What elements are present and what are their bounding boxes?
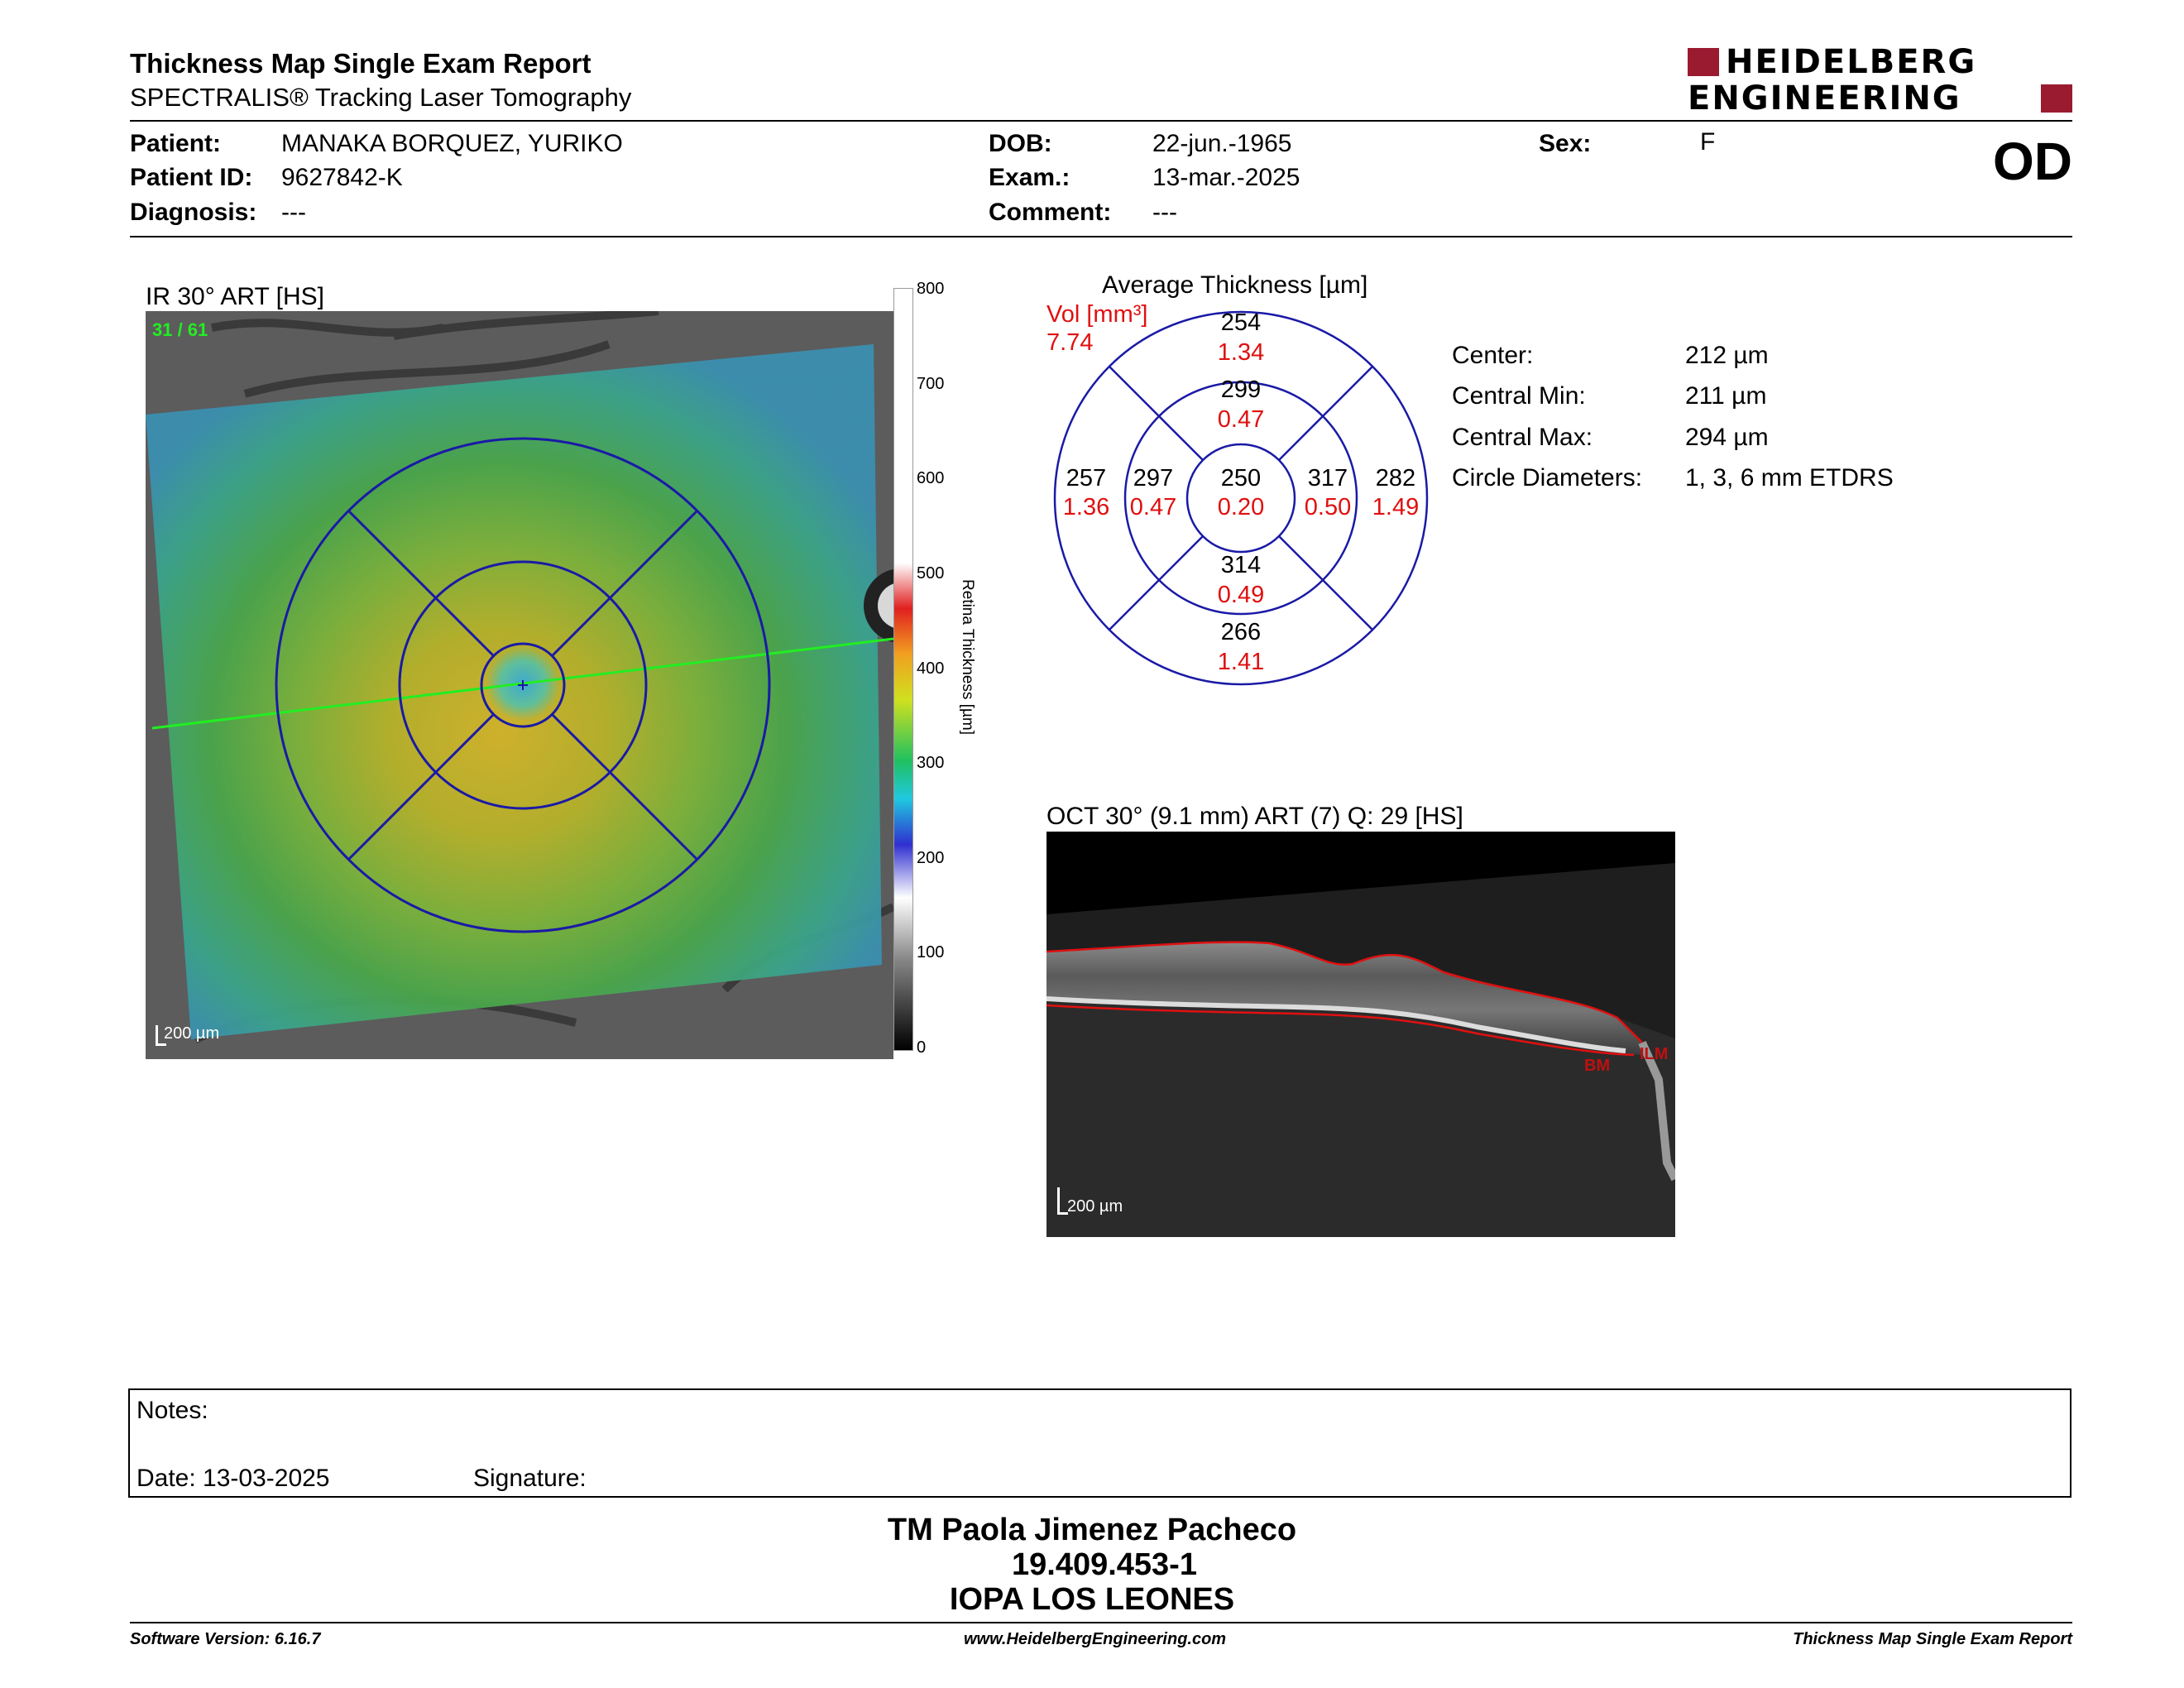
thickness-colorbar — [893, 288, 913, 1051]
heidelberg-logo — [1688, 43, 2072, 117]
report-title: Thickness Map Single Exam Report — [130, 48, 592, 79]
sector-inner-bottom-thickness: 314 — [1220, 552, 1262, 578]
sector-inner-right-thickness: 317 — [1307, 465, 1348, 492]
colorbar-tick: 700 — [917, 374, 945, 393]
software-version: Software Version: 6.16.7 — [130, 1630, 321, 1648]
sector-outer-right-volume: 1.49 — [1372, 494, 1420, 520]
signer-name: TM Paola Jimenez Pacheco — [887, 1513, 1297, 1547]
sector-inner-left-volume: 0.47 — [1129, 494, 1177, 520]
sector-outer-bottom-volume: 1.41 — [1217, 649, 1265, 675]
summary-min-value: 211 µm — [1685, 382, 1767, 410]
patient-id: 9627842-K — [281, 164, 403, 191]
exam-value: 13-mar.-2025 — [1152, 164, 1300, 191]
summary-min-label: Central Min: — [1452, 382, 1586, 410]
sector-center-volume: 0.20 — [1217, 494, 1265, 520]
patient-name: MANAKA BORQUEZ, YURIKO — [281, 130, 623, 157]
sector-outer-top-volume: 1.34 — [1217, 339, 1265, 366]
colorbar-tick: 300 — [917, 754, 945, 773]
summary-max-label: Central Max: — [1452, 424, 1593, 451]
logo-line1: HEIDELBERG — [1726, 43, 1977, 81]
oct-svg — [1046, 832, 1675, 1237]
ilm-label: ILM — [1640, 1045, 1669, 1063]
diagnosis-label: Diagnosis: — [130, 199, 257, 226]
sector-inner-top-volume: 0.47 — [1217, 406, 1265, 433]
fundus-svg — [146, 311, 893, 1059]
patient-divider — [130, 236, 2072, 237]
diagnosis-value: --- — [281, 199, 306, 226]
website-link[interactable]: www.HeidelbergEngineering.com — [964, 1630, 1227, 1648]
sector-inner-bottom-volume: 0.49 — [1217, 582, 1265, 608]
sector-inner-left-thickness: 297 — [1133, 465, 1174, 492]
patient-id-label: Patient ID: — [130, 164, 253, 191]
logo-line2: ENGINEERING — [1688, 79, 1961, 117]
signature-label: Signature: — [473, 1465, 587, 1492]
colorbar-tick: 600 — [917, 469, 945, 488]
sector-center-thickness: 250 — [1220, 465, 1262, 492]
colorbar-tick: 0 — [917, 1038, 927, 1057]
comment-label: Comment: — [989, 199, 1112, 226]
footer-report-name: Thickness Map Single Exam Report — [1793, 1630, 2072, 1648]
summary-diam-value: 1, 3, 6 mm ETDRS — [1685, 464, 1894, 492]
colorbar-tick: 200 — [917, 848, 945, 867]
signer-institution: IOPA LOS LEONES — [949, 1582, 1235, 1617]
sector-inner-top-thickness: 299 — [1220, 376, 1262, 403]
patient-label: Patient: — [130, 130, 222, 157]
etdrs-title: Average Thickness [µm] — [1102, 271, 1368, 299]
total-volume: 7.74 — [1046, 329, 1094, 356]
colorbar-tick: 400 — [917, 659, 945, 678]
oct-bscan — [1046, 832, 1675, 1237]
fundus-scale-label: 200 µm — [164, 1024, 220, 1043]
sector-outer-left-thickness: 257 — [1066, 465, 1107, 492]
summary-max-value: 294 µm — [1685, 424, 1769, 451]
fundus-thickness-map — [146, 311, 893, 1059]
dob-label: DOB: — [989, 130, 1052, 157]
comment-value: --- — [1152, 199, 1177, 226]
notes-label: Notes: — [136, 1397, 208, 1424]
bm-label: BM — [1584, 1057, 1611, 1075]
oct-scale-label: 200 µm — [1067, 1197, 1123, 1216]
fundus-title: IR 30° ART [HS] — [146, 283, 324, 310]
sector-outer-top-thickness: 254 — [1220, 309, 1262, 336]
colorbar-tick: 100 — [917, 943, 945, 962]
colorbar-tick: 800 — [917, 280, 945, 298]
notes-box — [128, 1388, 2071, 1498]
sector-outer-bottom-thickness: 266 — [1220, 619, 1262, 645]
header-divider — [130, 120, 2072, 122]
sector-outer-right-thickness: 282 — [1375, 465, 1416, 492]
sex-label: Sex: — [1539, 130, 1592, 157]
summary-diam-label: Circle Diameters: — [1452, 464, 1643, 492]
sector-outer-left-volume: 1.36 — [1062, 494, 1110, 520]
oct-title: OCT 30° (9.1 mm) ART (7) Q: 29 [HS] — [1046, 803, 1463, 830]
notes-date: Date: 13-03-2025 — [136, 1465, 330, 1492]
sector-inner-right-volume: 0.50 — [1304, 494, 1352, 520]
volume-label: Vol [mm³] — [1046, 301, 1148, 328]
signer-id: 19.409.453-1 — [1012, 1547, 1197, 1582]
report-subtitle: SPECTRALIS® Tracking Laser Tomography — [130, 83, 632, 112]
colorbar-label: Retina Thickness [µm] — [959, 579, 976, 735]
frame-counter: 31 / 61 — [152, 319, 208, 340]
sex-value: F — [1700, 128, 1716, 156]
footer-divider — [130, 1622, 2072, 1623]
exam-label: Exam.: — [989, 164, 1070, 191]
colorbar-tick: 500 — [917, 563, 945, 583]
summary-center-label: Center: — [1452, 342, 1534, 369]
summary-center-value: 212 µm — [1685, 342, 1769, 369]
eye-indicator: OD — [1993, 132, 2072, 191]
dob-value: 22-jun.-1965 — [1152, 130, 1292, 157]
